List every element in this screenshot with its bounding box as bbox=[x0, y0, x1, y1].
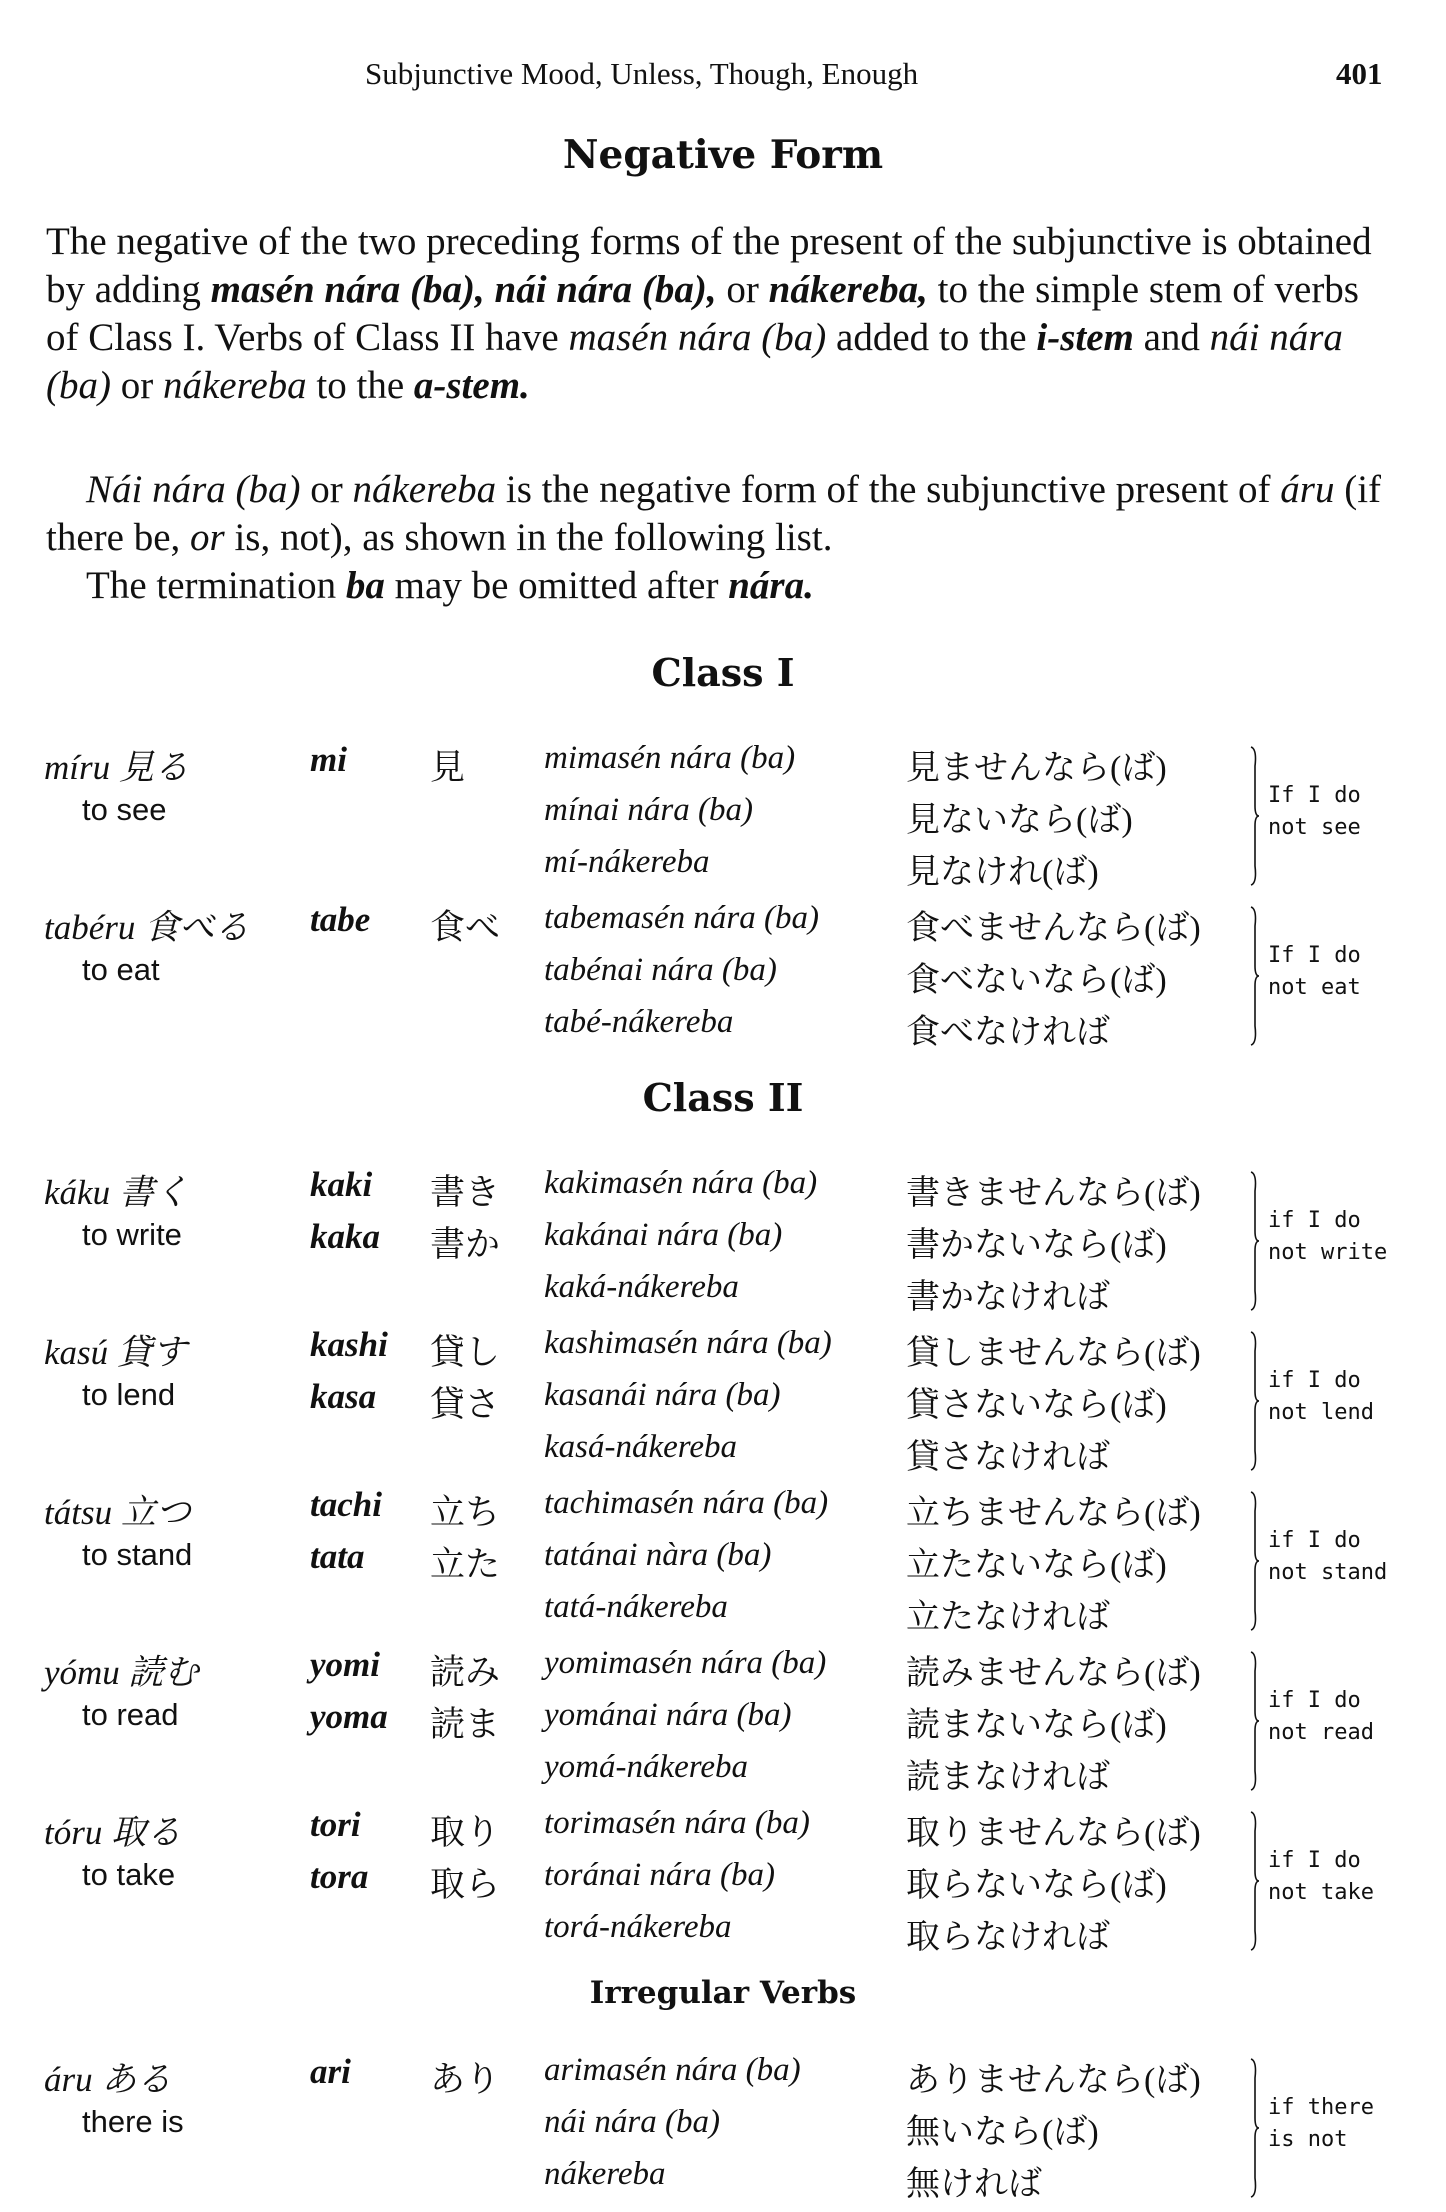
english-meaning: If I do not eat bbox=[1268, 943, 1361, 1000]
running-title: Subjunctive Mood, Unless, Though, Enough bbox=[365, 56, 919, 91]
bold-term: masén nára (ba), nái nára (ba), bbox=[210, 268, 717, 311]
section-title-class-2: Class II bbox=[642, 1075, 804, 1120]
negative-form-japanese: 書かなければ bbox=[906, 1279, 1110, 1316]
negative-form-romaji: yománai nára (ba) bbox=[544, 1697, 792, 1733]
stem-japanese: 見 bbox=[430, 748, 466, 787]
section-title-negative-form: Negative Form bbox=[562, 132, 884, 178]
verb-entry bbox=[0, 1485, 1446, 1645]
negative-form-romaji: yomá-nákereba bbox=[544, 1749, 749, 1785]
english-meaning: if I do not take bbox=[1268, 1848, 1374, 1905]
text: or bbox=[110, 364, 163, 407]
negative-form-romaji: kasá-nákereba bbox=[544, 1429, 738, 1465]
right-brace bbox=[1250, 906, 1260, 1046]
negative-form-japanese: 立ちませんなら(ば) bbox=[906, 1495, 1201, 1532]
paragraph-1 bbox=[46, 218, 1386, 410]
running-head bbox=[0, 56, 1446, 96]
bold-term: ba bbox=[345, 564, 385, 607]
bold-term: i-stem bbox=[1036, 316, 1134, 359]
text: added to the bbox=[826, 316, 1037, 359]
right-brace bbox=[1250, 2058, 1260, 2198]
verb-entry bbox=[0, 900, 1446, 1060]
verb-gloss: to stand bbox=[82, 1537, 193, 1572]
negative-form-japanese: 読まなければ bbox=[906, 1759, 1110, 1796]
stem-japanese: 貸し bbox=[430, 1333, 501, 1372]
negative-form-japanese: 書かないなら(ば) bbox=[906, 1227, 1167, 1264]
negative-form-romaji: nákereba bbox=[544, 2156, 666, 2192]
italic-term: or bbox=[190, 516, 225, 559]
text: or bbox=[716, 268, 769, 311]
page-number: 401 bbox=[1336, 56, 1383, 91]
right-brace bbox=[1250, 1811, 1260, 1951]
italic-term: nákereba bbox=[352, 468, 497, 511]
english-meaning: if there is not bbox=[1268, 2095, 1374, 2152]
verb-dictionary-form: áru ある bbox=[44, 2060, 172, 2099]
english-meaning: If I do not see bbox=[1268, 783, 1361, 840]
negative-form-japanese: 立たなければ bbox=[906, 1599, 1110, 1636]
stem-japanese: 読み bbox=[430, 1653, 501, 1692]
negative-form-japanese: 見なけれ(ば) bbox=[906, 854, 1099, 891]
stem-japanese: 取り bbox=[430, 1813, 501, 1852]
negative-form-japanese: 無いなら(ば) bbox=[906, 2114, 1099, 2151]
section-title-irregular-verbs: Irregular Verbs bbox=[589, 1975, 857, 2011]
a-stem-japanese: 書か bbox=[430, 1225, 501, 1264]
text: to the simple stem of verbs of Class I. Verbs of Class II have bbox=[46, 268, 1359, 359]
stem-romaji: ari bbox=[310, 2052, 351, 2091]
verb-dictionary-form: káku 書く bbox=[44, 1173, 189, 1212]
a-stem-romaji: tata bbox=[310, 1537, 365, 1576]
verb-gloss: to read bbox=[82, 1697, 179, 1732]
text: The termination bbox=[86, 564, 346, 607]
stem-romaji: kaki bbox=[310, 1165, 373, 1204]
negative-form-romaji: mínai nára (ba) bbox=[544, 792, 753, 828]
stem-romaji: tabe bbox=[310, 900, 371, 939]
verb-dictionary-form: míru 見る bbox=[44, 748, 189, 787]
right-brace bbox=[1250, 1491, 1260, 1631]
verb-gloss: to eat bbox=[82, 952, 160, 987]
italic-term: masén nára (ba) bbox=[568, 316, 827, 359]
text: is the negative form of the subjunctive present of bbox=[496, 468, 1281, 511]
right-brace bbox=[1250, 1651, 1260, 1791]
section-title-class-1: Class I bbox=[651, 650, 795, 695]
negative-form-romaji: kakánai nára (ba) bbox=[544, 1217, 783, 1253]
italic-term: áru bbox=[1280, 468, 1335, 511]
negative-form-romaji: torimasén nára (ba) bbox=[544, 1805, 810, 1841]
stem-japanese: 食べ bbox=[430, 908, 501, 947]
text: (if there be, bbox=[46, 468, 1382, 559]
a-stem-romaji: yoma bbox=[310, 1697, 388, 1736]
negative-form-romaji: tatánai nàra (ba) bbox=[544, 1537, 772, 1573]
stem-japanese: あり bbox=[430, 2060, 501, 2099]
stem-romaji: tori bbox=[310, 1805, 361, 1844]
negative-form-romaji: mí-nákereba bbox=[544, 844, 710, 880]
stem-japanese: 立ち bbox=[430, 1493, 501, 1532]
right-brace bbox=[1250, 1331, 1260, 1471]
english-meaning: if I do not write bbox=[1268, 1208, 1388, 1265]
verb-entry bbox=[0, 1325, 1446, 1485]
bold-term: a-stem. bbox=[413, 364, 530, 407]
verb-dictionary-form: tátsu 立つ bbox=[44, 1493, 191, 1532]
a-stem-japanese: 取ら bbox=[430, 1865, 501, 1904]
verb-dictionary-form: tóru 取る bbox=[44, 1813, 182, 1852]
negative-form-romaji: tatá-nákereba bbox=[544, 1589, 728, 1625]
verb-entry bbox=[0, 1805, 1446, 1965]
verb-gloss: to see bbox=[82, 792, 167, 827]
negative-form-japanese: 食べませんなら(ば) bbox=[906, 910, 1201, 947]
negative-form-romaji: torá-nákereba bbox=[544, 1909, 732, 1945]
negative-form-romaji: mimasén nára (ba) bbox=[544, 740, 796, 776]
verb-gloss: to take bbox=[82, 1857, 176, 1892]
negative-form-romaji: tabé-nákereba bbox=[544, 1004, 734, 1040]
verb-dictionary-form: kasú 貸す bbox=[44, 1333, 187, 1372]
negative-form-japanese: 見ませんなら(ば) bbox=[906, 750, 1167, 787]
verb-entry bbox=[0, 740, 1446, 900]
negative-form-romaji: kaká-nákereba bbox=[544, 1269, 739, 1305]
verb-gloss: to lend bbox=[82, 1377, 176, 1412]
verb-dictionary-form: tabéru 食べる bbox=[44, 908, 250, 947]
stem-romaji: mi bbox=[310, 740, 347, 779]
negative-form-japanese: 書きませんなら(ば) bbox=[906, 1175, 1201, 1212]
negative-form-japanese: 読まないなら(ば) bbox=[906, 1707, 1167, 1744]
text: is, not), as shown in the following list. bbox=[224, 516, 833, 559]
negative-form-japanese: 取らないなら(ば) bbox=[906, 1867, 1167, 1904]
text: The negative of the two preceding forms of the present of the subjunctive is obtained by adding bbox=[46, 220, 1372, 311]
english-meaning: if I do not read bbox=[1268, 1688, 1374, 1745]
paragraph-2 bbox=[46, 466, 1386, 610]
a-stem-japanese: 立た bbox=[430, 1545, 501, 1584]
negative-form-japanese: 読みませんなら(ば) bbox=[906, 1655, 1201, 1692]
verb-entry bbox=[0, 1165, 1446, 1325]
negative-form-romaji: toránai nára (ba) bbox=[544, 1857, 775, 1893]
text: to the bbox=[306, 364, 414, 407]
negative-form-japanese: 食べないなら(ば) bbox=[906, 962, 1167, 999]
a-stem-romaji: tora bbox=[310, 1857, 369, 1896]
negative-form-romaji: kashimasén nára (ba) bbox=[544, 1325, 832, 1361]
negative-form-japanese: ありませんなら(ば) bbox=[906, 2062, 1201, 2099]
negative-form-romaji: yomimasén nára (ba) bbox=[544, 1645, 827, 1681]
stem-japanese: 書き bbox=[430, 1173, 501, 1212]
a-stem-romaji: kaka bbox=[310, 1217, 380, 1256]
english-meaning: if I do not stand bbox=[1268, 1528, 1388, 1585]
verb-entry bbox=[0, 1645, 1446, 1805]
negative-form-romaji: nái nára (ba) bbox=[544, 2104, 720, 2140]
negative-form-romaji: arimasén nára (ba) bbox=[544, 2052, 801, 2088]
italic-term: nái nára (ba) bbox=[46, 316, 1343, 407]
a-stem-japanese: 貸さ bbox=[430, 1385, 501, 1424]
verb-dictionary-form: yómu 読む bbox=[44, 1653, 199, 1692]
negative-form-japanese: 貸さないなら(ば) bbox=[906, 1387, 1167, 1424]
text: and bbox=[1133, 316, 1210, 359]
right-brace bbox=[1250, 1171, 1260, 1311]
a-stem-japanese: 読ま bbox=[430, 1705, 501, 1744]
negative-form-romaji: tachimasén nára (ba) bbox=[544, 1485, 829, 1521]
negative-form-japanese: 見ないなら(ば) bbox=[906, 802, 1133, 839]
bold-term: nára. bbox=[728, 564, 814, 607]
stem-romaji: kashi bbox=[310, 1325, 388, 1364]
verb-entry bbox=[0, 2052, 1446, 2212]
stem-romaji: tachi bbox=[310, 1485, 382, 1524]
negative-form-japanese: 貸しませんなら(ば) bbox=[906, 1335, 1201, 1372]
negative-form-japanese: 貸さなければ bbox=[906, 1439, 1110, 1476]
bold-term: nákereba, bbox=[768, 268, 928, 311]
right-brace bbox=[1250, 746, 1260, 886]
text: or bbox=[300, 468, 353, 511]
negative-form-romaji: tabemasén nára (ba) bbox=[544, 900, 819, 936]
negative-form-japanese: 食べなければ bbox=[906, 1014, 1110, 1051]
text: may be omitted after bbox=[384, 564, 729, 607]
italic-term: Nái nára (ba) bbox=[86, 468, 301, 511]
italic-term: nákereba bbox=[162, 364, 307, 407]
negative-form-romaji: kakimasén nára (ba) bbox=[544, 1165, 818, 1201]
negative-form-japanese: 立たないなら(ば) bbox=[906, 1547, 1167, 1584]
negative-form-romaji: tabénai nára (ba) bbox=[544, 952, 777, 988]
stem-romaji: yomi bbox=[310, 1645, 380, 1684]
english-meaning: if I do not lend bbox=[1268, 1368, 1374, 1425]
verb-gloss: to write bbox=[82, 1217, 182, 1252]
a-stem-romaji: kasa bbox=[310, 1377, 377, 1416]
negative-form-romaji: kasanái nára (ba) bbox=[544, 1377, 781, 1413]
verb-gloss: there is bbox=[82, 2104, 184, 2139]
negative-form-japanese: 無ければ bbox=[906, 2166, 1042, 2203]
negative-form-japanese: 取りませんなら(ば) bbox=[906, 1815, 1201, 1852]
negative-form-japanese: 取らなければ bbox=[906, 1919, 1110, 1956]
